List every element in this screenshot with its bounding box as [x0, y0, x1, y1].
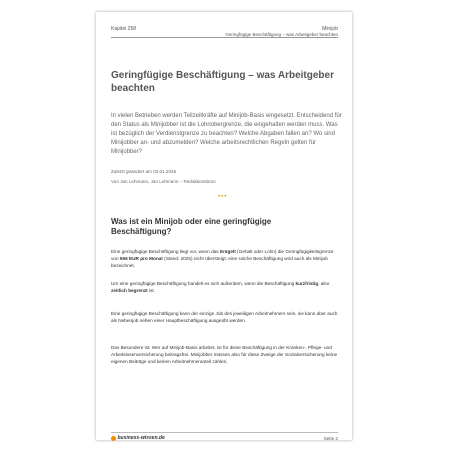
paragraph-definition: Eine geringfügige Beschäftigung liegt vor, wenn das Entgelt (Gehalt oder Lohn) die Geringfügigkeitsgrenze von 556 EUR pro Monat (Stand: 2025) nicht übersteigt; eine solche Beschäftigung wird auch als Minijob bezeichnet. — [111, 249, 334, 269]
header-divider — [111, 37, 338, 38]
site-logo[interactable]: business-wissen.de — [111, 435, 165, 441]
paragraph-contributions: Das Besondere ist: Wer auf Minijob-Basis arbeitet, ist für diese Beschäftigung in der Kranken-, Pflege- und Arbeitslosenversicherung beitragsfrei. Minijobber müssen also für diese Zweige der Sozialversicherung keine eigenen Beiträge und keinen Arbeitnehmeranteil zahlen. — [111, 345, 338, 365]
section-label: Minijob — [322, 26, 338, 32]
paragraph-short-term: Um eine geringfügige Beschäftigung handelt es sich außerdem, wenn die Beschäftigung kurzfristig, also zeitlich begrenzt ist. — [111, 281, 330, 294]
separator-dots: ••• — [218, 194, 228, 200]
page-number: Seite 2 — [323, 436, 338, 441]
author-line: Von Jan Lehmann, Jan Lehmann – Redaktionsbüro — [111, 179, 216, 184]
logo-dot-icon — [111, 436, 116, 441]
bold-limit: 556 EUR pro Monat — [119, 256, 163, 262]
header-subtitle: Geringfügige Beschäftigung – was Arbeitgeber beachten — [225, 32, 338, 37]
section-heading: Was ist ein Minijob oder eine geringfügige Beschäftigung? — [111, 217, 272, 236]
lead-paragraph: In vielen Betrieben werden Teilzeitkräfte auf Minijob-Basis eingesetzt. Entscheidend für den Status als Minijobber ist die Lohnobergrenze, die eingehalten werden muss. Was ist bezüglich der Verdienstgrenze zu beachten? Welche Abgaben fallen an? Wo sind Minijobber an- und abzumelden? Welche arbeitsrechtlichen Regeln gelten für Minijobber? — [111, 113, 342, 155]
paragraph-side-job: Eine geringfügige Beschäftigung kann der einzige Job des jeweiligen Arbeitnehmers sein, sie kann aber auch als Nebenjob neben einer Hauptbeschäftigung ausgeübt werden. — [111, 311, 338, 324]
bold-kurzfristig: kurzfristig — [295, 281, 319, 286]
bold-entgelt: Entgelt — [219, 249, 236, 254]
chapter-label: Kapitel 258 — [111, 26, 137, 32]
updated-date: Zuletzt geändert am 03.01.2025 — [111, 169, 177, 174]
document-page — [96, 12, 352, 440]
bold-zeitlich-begrenzt: zeitlich begrenzt — [111, 288, 148, 294]
page-title: Geringfügige Beschäftigung – was Arbeitgeber beachten — [111, 70, 334, 94]
footer-divider — [111, 432, 338, 433]
